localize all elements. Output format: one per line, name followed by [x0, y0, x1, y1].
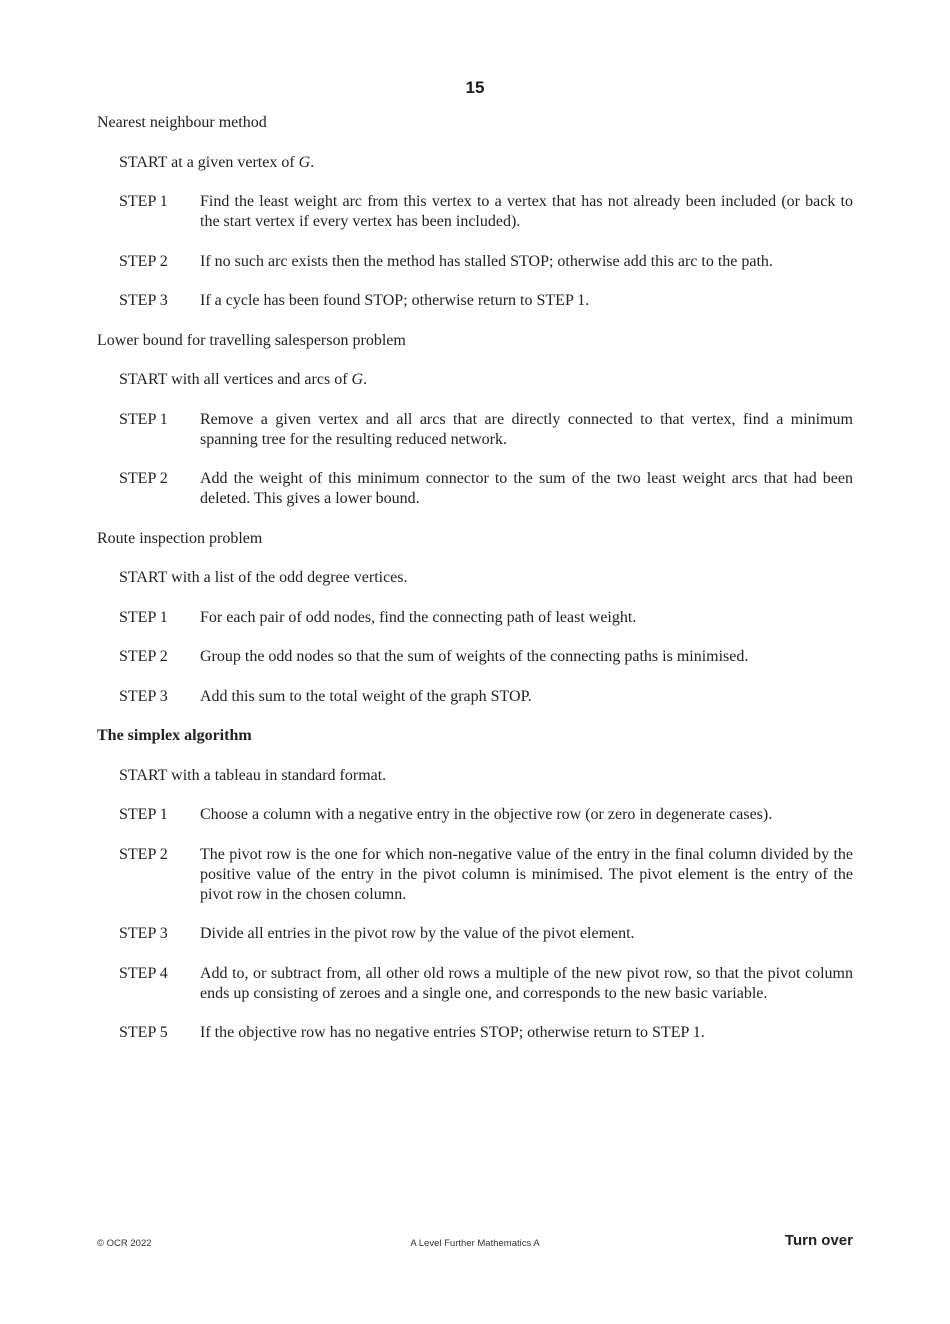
step-text: If the objective row has no negative entries STOP; otherwise return to STEP 1. — [200, 1024, 705, 1041]
page-number: 15 — [465, 78, 485, 97]
step — [119, 469, 853, 509]
step — [119, 687, 853, 707]
step-text: If no such arc exists then the method has stalled STOP; otherwise add this arc to the path. — [200, 252, 773, 270]
step — [119, 964, 853, 1004]
step-label: STEP 1 — [119, 806, 168, 823]
step-text: If a cycle has been found STOP; otherwise return to STEP 1. — [200, 292, 590, 309]
step — [119, 924, 853, 944]
step — [119, 192, 853, 232]
step-text: Group the odd nodes so that the sum of weights of the connecting paths is minimised. — [200, 648, 749, 665]
start-text: START at a given vertex of — [119, 153, 299, 171]
start-text-end: . — [363, 371, 368, 388]
step — [119, 410, 853, 450]
start-instruction — [119, 370, 853, 390]
step-label: STEP 5 — [119, 1024, 168, 1041]
step-label: STEP 1 — [119, 193, 168, 210]
graph-variable: G — [351, 371, 364, 388]
step-text: Add the weight of this minimum connector to the sum of the two least weight arcs that had been deleted. This gives a lower bound. — [200, 470, 853, 507]
footer-copyright: © OCR 2022 — [97, 1238, 152, 1249]
step-label: STEP 4 — [119, 964, 168, 982]
footer-course: A Level Further Mathematics A — [410, 1238, 540, 1249]
turn-over-label: Turn over — [784, 1232, 853, 1249]
section-title-route-inspection: Route inspection problem — [97, 529, 263, 547]
step — [119, 845, 853, 905]
step-text: The pivot row is the one for which non-negative value of the entry in the final column divided by the positive value of the entry in the pivot column is minimised. The pivot element is the entry of the pivot row in the chosen column. — [200, 845, 853, 903]
step-label: STEP 1 — [119, 608, 168, 626]
start-instruction: START with a list of the odd degree vertices. — [119, 569, 408, 586]
step — [119, 647, 853, 667]
section-title-lower-bound: Lower bound for travelling salesperson problem — [97, 331, 406, 349]
step — [119, 608, 853, 628]
step-label: STEP 3 — [119, 687, 168, 705]
step-label: STEP 3 — [119, 925, 168, 942]
step-label: STEP 2 — [119, 648, 168, 665]
section-title-simplex: The simplex algorithm — [97, 727, 252, 744]
step-label: STEP 2 — [119, 845, 168, 863]
section-title-nearest-neighbour: Nearest neighbour method — [97, 114, 267, 131]
step-text: Add this sum to the total weight of the graph STOP. — [200, 687, 532, 705]
step-text: Divide all entries in the pivot row by the value of the pivot element. — [200, 925, 635, 942]
graph-variable: G — [298, 153, 311, 171]
start-instruction — [119, 153, 853, 173]
step — [119, 805, 853, 825]
step-text: Remove a given vertex and all arcs that are directly connected to that vertex, find a minimum spanning tree for the resulting reduced network. — [200, 410, 853, 448]
step-text: Add to, or subtract from, all other old rows a multiple of the new pivot row, so that the pivot column ends up consisting of zeroes and a single one, and corresponds to the new basic variable. — [200, 964, 853, 1002]
step-text: Choose a column with a negative entry in the objective row (or zero in degenerate cases). — [200, 806, 773, 823]
step — [119, 291, 853, 311]
step — [119, 252, 853, 272]
step — [119, 1023, 853, 1043]
start-text: START with all vertices and arcs of — [119, 371, 352, 388]
step-label: STEP 1 — [119, 410, 168, 428]
document-body — [97, 113, 853, 1063]
start-instruction: START with a tableau in standard format. — [119, 766, 387, 784]
step-label: STEP 3 — [119, 292, 168, 309]
step-text: For each pair of odd nodes, find the connecting path of least weight. — [200, 608, 637, 626]
step-label: STEP 2 — [119, 252, 168, 270]
step-text: Find the least weight arc from this vertex to a vertex that has not already been included (or back to the start vertex if every vertex has been included). — [200, 193, 853, 230]
step-label: STEP 2 — [119, 470, 168, 487]
start-text-end: . — [310, 153, 315, 171]
